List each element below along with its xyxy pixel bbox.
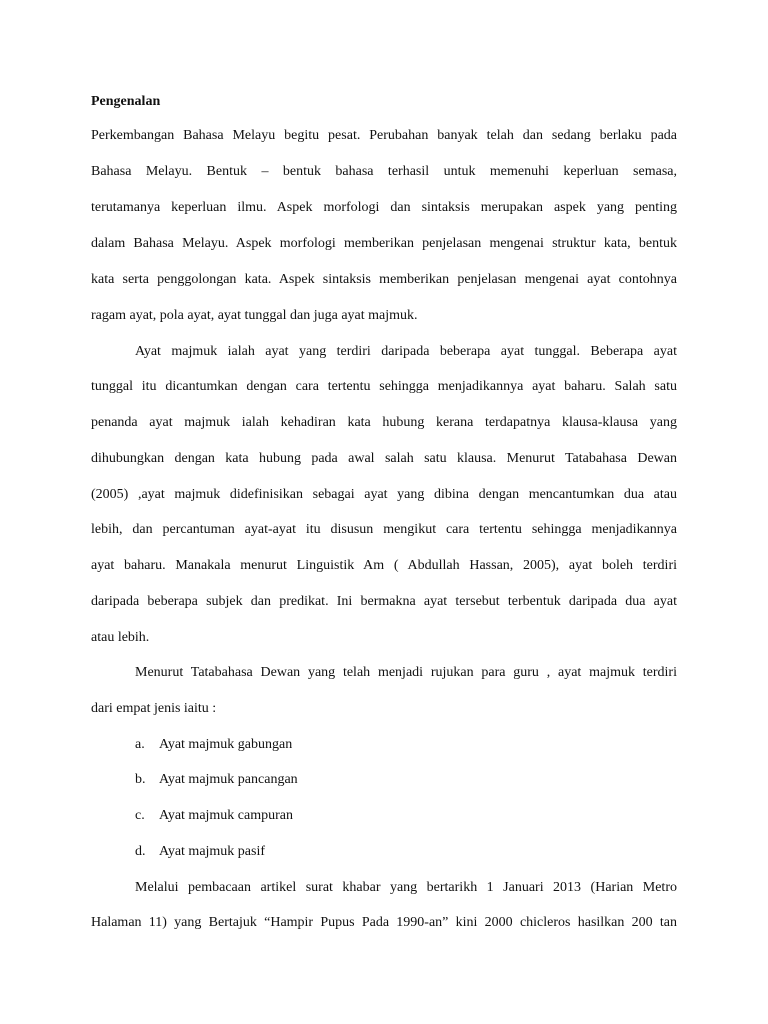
paragraph-line: Bahasa Melayu. Bentuk – bentuk bahasa terhasil untuk memenuhi keperluan semasa, bbox=[91, 164, 677, 179]
list-item-text: Ayat majmuk campuran bbox=[159, 808, 294, 823]
list-item bbox=[135, 771, 298, 789]
paragraph-line: terutamanya keperluan ilmu. Aspek morfologi dan sintaksis merupakan aspek yang penting bbox=[91, 200, 677, 215]
list-item bbox=[135, 843, 265, 861]
section-heading: Pengenalan bbox=[91, 94, 161, 109]
list-item bbox=[135, 807, 293, 825]
paragraph-line: tunggal itu dicantumkan dengan cara tertentu sehingga menjadikannya ayat baharu. Salah satu bbox=[91, 379, 677, 394]
paragraph-line: daripada beberapa subjek dan predikat. Ini bermakna ayat tersebut terbentuk daripada dua ayat bbox=[91, 594, 677, 609]
paragraph-line: ragam ayat, pola ayat, ayat tunggal dan juga ayat majmuk. bbox=[91, 308, 418, 323]
paragraph-line: lebih, dan percantuman ayat-ayat itu disusun mengikut cara tertentu sehingga menjadikannya bbox=[91, 522, 677, 537]
list-item-text: Ayat majmuk pasif bbox=[159, 844, 266, 859]
paragraph-line: dihubungkan dengan kata hubung pada awal salah satu klausa. Menurut Tatabahasa Dewan bbox=[91, 451, 677, 466]
paragraph-line: atau lebih. bbox=[91, 630, 150, 645]
paragraph-line: Ayat majmuk ialah ayat yang terdiri daripada beberapa ayat tunggal. Beberapa ayat bbox=[135, 344, 677, 359]
list-item-text: Ayat majmuk gabungan bbox=[159, 737, 293, 752]
paragraph-line: (2005) ,ayat majmuk didefinisikan sebagai ayat yang dibina dengan mencantumkan dua atau bbox=[91, 487, 677, 502]
paragraph-line: ayat baharu. Manakala menurut Linguistik Am ( Abdullah Hassan, 2005), ayat boleh terdiri bbox=[91, 558, 677, 573]
paragraph-line: Menurut Tatabahasa Dewan yang telah menjadi rujukan para guru , ayat majmuk terdiri bbox=[135, 665, 677, 680]
paragraph-line: Perkembangan Bahasa Melayu begitu pesat. Perubahan banyak telah dan sedang berlaku pada bbox=[91, 128, 677, 143]
paragraph-line: Halaman 11) yang Bertajuk “Hampir Pupus Pada 1990-an” kini 2000 chicleros hasilkan 200 tan bbox=[91, 915, 677, 930]
paragraph-line: kata serta penggolongan kata. Aspek sintaksis memberikan penjelasan mengenai ayat contohnya bbox=[91, 272, 677, 287]
paragraph-line: dalam Bahasa Melayu. Aspek morfologi memberikan penjelasan mengenai struktur kata, bentuk bbox=[91, 236, 677, 251]
list-marker: a. bbox=[135, 737, 145, 752]
list-marker: b. bbox=[135, 772, 146, 787]
paragraph-line: penanda ayat majmuk ialah kehadiran kata hubung kerana terdapatnya klausa-klausa yang bbox=[91, 415, 677, 430]
list-marker: c. bbox=[135, 808, 145, 823]
paragraph-line: dari empat jenis iaitu : bbox=[91, 701, 217, 716]
paragraph-line: Melalui pembacaan artikel surat khabar yang bertarikh 1 Januari 2013 (Harian Metro bbox=[135, 880, 677, 895]
list-marker: d. bbox=[135, 844, 146, 859]
list-item bbox=[135, 736, 292, 754]
list-item-text: Ayat majmuk pancangan bbox=[159, 772, 298, 787]
